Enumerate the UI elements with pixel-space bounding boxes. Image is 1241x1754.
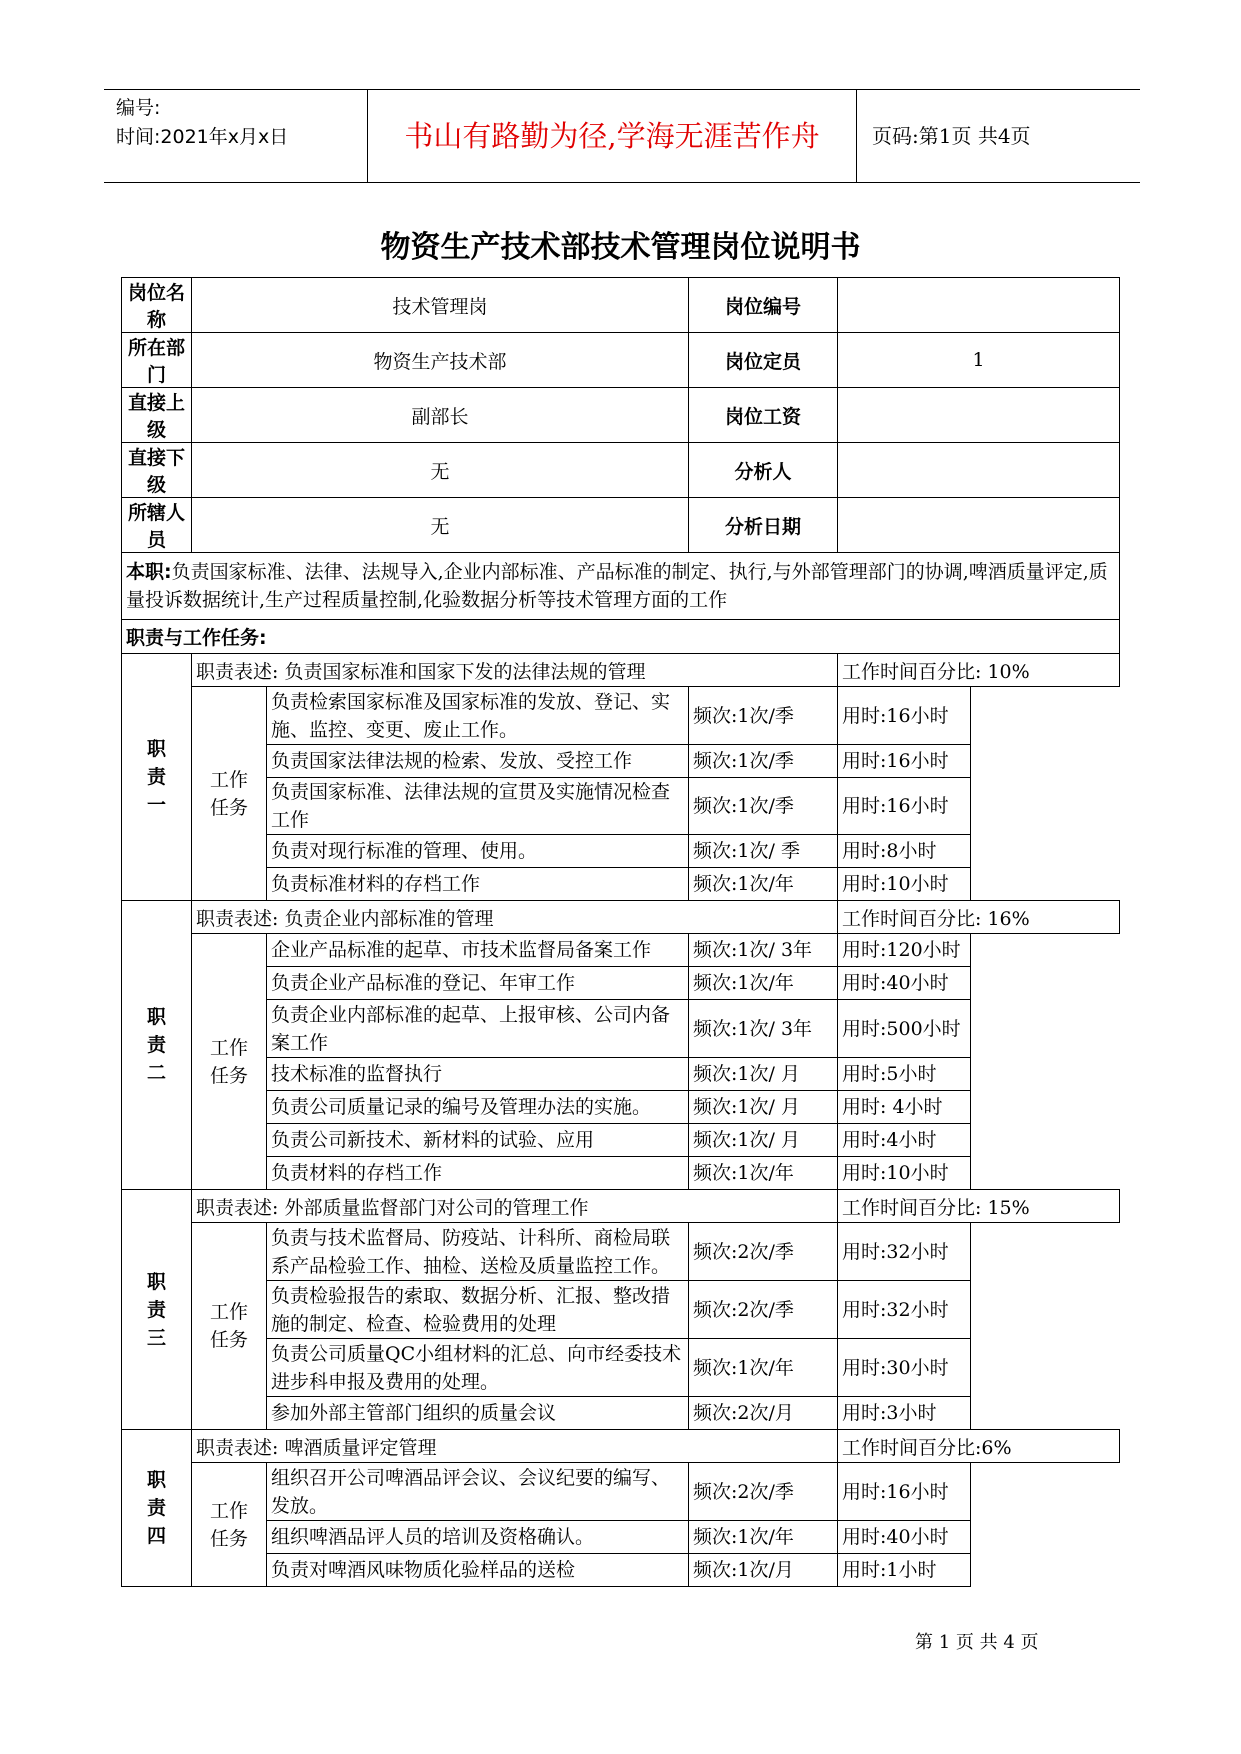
number-label: 编号: (116, 97, 161, 119)
info-value: 1 (838, 333, 1120, 388)
task-time: 用时:16小时 (838, 745, 971, 778)
info-value: 无 (192, 498, 689, 553)
responsibility-desc-row (122, 901, 1120, 934)
task-row (122, 1157, 1120, 1190)
task-time: 用时:16小时 (838, 778, 971, 835)
task-time: 用时:10小时 (838, 868, 971, 901)
task-time: 用时:16小时 (838, 687, 971, 745)
task-frequency: 频次:1次/年 (689, 1157, 838, 1190)
task-time: 用时:3小时 (838, 1397, 971, 1430)
duty-row (122, 553, 1120, 620)
task-frequency: 频次:1次/年 (689, 967, 838, 1000)
task-time: 用时:8小时 (838, 835, 971, 868)
task-label-text: 工作任务 (209, 768, 248, 819)
task-row (122, 1124, 1120, 1157)
task-row (122, 1091, 1120, 1124)
responsibility-name-text: 职责一 (146, 738, 166, 816)
task-text: 负责对啤酒风味物质化验样品的送检 (267, 1554, 689, 1587)
task-time: 用时:40小时 (838, 1521, 971, 1554)
header-motto: 书山有路勤为径,学海无涯苦作舟 (404, 119, 820, 153)
tasks-header-row (122, 620, 1120, 654)
info-value: 技术管理岗 (192, 278, 689, 333)
task-time: 用时:500小时 (838, 1000, 971, 1058)
task-time: 用时:4小时 (838, 1124, 971, 1157)
info-value (838, 278, 1120, 333)
task-frequency: 频次:1次/季 (689, 745, 838, 778)
responsibility-percent: 工作时间百分比: 10% (838, 654, 1120, 687)
task-frequency: 频次:1次/月 (689, 1554, 838, 1587)
info-label: 直接上级 (122, 388, 192, 443)
responsibility-percent: 工作时间百分比:6% (838, 1430, 1120, 1463)
task-text: 企业产品标准的起草、市技术监督局备案工作 (267, 934, 689, 967)
responsibility-name (122, 1430, 192, 1587)
task-frequency: 频次:1次/ 月 (689, 1058, 838, 1091)
duty-label: 本职: (126, 561, 172, 583)
task-frequency: 频次:2次/季 (689, 1281, 838, 1339)
responsibility-desc: 职责表述: 啤酒质量评定管理 (192, 1430, 838, 1463)
task-frequency: 频次:1次/年 (689, 1521, 838, 1554)
task-time: 用时:30小时 (838, 1339, 971, 1397)
page-header (104, 89, 1140, 183)
task-label-text: 工作任务 (209, 1301, 248, 1351)
task-row (122, 1000, 1120, 1058)
duty-text: 负责国家标准、法律、法规导入,企业内部标准、产品标准的制定、执行,与外部管理部门的协调,啤酒质量评定,质量投诉数据统计,生产过程质量控制,化验数据分析等技术管理方面的工作 (126, 561, 1108, 611)
task-row (122, 868, 1120, 901)
info-label: 岗位定员 (689, 333, 838, 388)
task-text: 负责检索国家标准及国家标准的发放、登记、实施、监控、变更、废止工作。 (267, 687, 689, 745)
task-text: 负责材料的存档工作 (267, 1157, 689, 1190)
info-label: 岗位名称 (122, 278, 192, 333)
info-label: 直接下级 (122, 443, 192, 498)
task-label (192, 1463, 267, 1587)
responsibility-name (122, 1190, 192, 1430)
responsibility-name-text: 职责二 (146, 1006, 166, 1084)
task-frequency: 频次:1次/ 季 (689, 835, 838, 868)
responsibility-name (122, 654, 192, 901)
task-label-text: 工作任务 (209, 1499, 248, 1550)
task-text: 负责国家标准、法律法规的宣贯及实施情况检查工作 (267, 778, 689, 835)
task-label (192, 687, 267, 901)
task-row (122, 1223, 1120, 1281)
task-frequency: 频次:1次/ 3年 (689, 934, 838, 967)
header-page-label: 页码:第1页 共4页 (872, 124, 1031, 148)
task-frequency: 频次:1次/ 月 (689, 1091, 838, 1124)
task-frequency: 频次:2次/季 (689, 1463, 838, 1521)
responsibility-percent: 工作时间百分比: 16% (838, 901, 1120, 934)
task-frequency: 频次:2次/月 (689, 1397, 838, 1430)
info-value: 无 (192, 443, 689, 498)
task-time: 用时:120小时 (838, 934, 971, 967)
task-text: 负责企业内部标准的起草、上报审核、公司内备案工作 (267, 1000, 689, 1058)
task-text: 负责企业产品标准的登记、年审工作 (267, 967, 689, 1000)
task-time: 用时:32小时 (838, 1281, 971, 1339)
responsibility-desc: 职责表述: 负责国家标准和国家下发的法律法规的管理 (192, 654, 838, 687)
task-text: 负责公司新技术、新材料的试验、应用 (267, 1124, 689, 1157)
responsibility-desc-row (122, 1430, 1120, 1463)
info-value (838, 443, 1120, 498)
task-text: 负责公司质量QC小组材料的汇总、向市经委技术进步科申报及费用的处理。 (267, 1339, 689, 1397)
header-divider (856, 90, 857, 182)
task-label-text: 工作任务 (209, 1036, 248, 1087)
duty-cell (122, 553, 1120, 620)
task-time: 用时:10小时 (838, 1157, 971, 1190)
task-row (122, 1554, 1120, 1587)
task-text: 负责标准材料的存档工作 (267, 868, 689, 901)
task-frequency: 频次:2次/季 (689, 1223, 838, 1281)
task-text: 负责与技术监督局、防疫站、计科所、商检局联系产品检验工作、抽检、送检及质量监控工作。 (267, 1223, 689, 1281)
task-row (122, 934, 1120, 967)
info-value: 物资生产技术部 (192, 333, 689, 388)
task-text: 组织召开公司啤酒品评会议、会议纪要的编写、发放。 (267, 1463, 689, 1521)
task-row (122, 687, 1120, 745)
task-time: 用时:16小时 (838, 1463, 971, 1521)
responsibility-desc: 职责表述: 负责企业内部标准的管理 (192, 901, 838, 934)
info-label: 分析日期 (689, 498, 838, 553)
time-label: 时间:2021年x月x日 (116, 126, 289, 148)
task-frequency: 频次:1次/季 (689, 687, 838, 745)
info-value (838, 498, 1120, 553)
info-row (122, 278, 1120, 333)
page-footer: 第 1 页 共 4 页 (915, 1632, 1039, 1653)
task-row (122, 778, 1120, 835)
document-title: 物资生产技术部技术管理岗位说明书 (380, 230, 861, 265)
task-text: 组织啤酒品评人员的培训及资格确认。 (267, 1521, 689, 1554)
task-time: 用时:40小时 (838, 967, 971, 1000)
responsibility-desc: 职责表述: 外部质量监督部门对公司的管理工作 (192, 1190, 838, 1223)
info-row (122, 443, 1120, 498)
header-meta (116, 94, 366, 152)
task-frequency: 频次:1次/ 月 (689, 1124, 838, 1157)
info-label: 分析人 (689, 443, 838, 498)
info-value (838, 388, 1120, 443)
info-value: 副部长 (192, 388, 689, 443)
task-row (122, 745, 1120, 778)
task-label (192, 934, 267, 1190)
task-text: 负责检验报告的索取、数据分析、汇报、整改措施的制定、检查、检验费用的处理 (267, 1281, 689, 1339)
task-row (122, 1339, 1120, 1397)
task-time: 用时:5小时 (838, 1058, 971, 1091)
info-label: 岗位编号 (689, 278, 838, 333)
task-text: 负责国家法律法规的检索、发放、受控工作 (267, 745, 689, 778)
info-row (122, 388, 1120, 443)
task-time: 用时:1小时 (838, 1554, 971, 1587)
task-frequency: 频次:1次/季 (689, 778, 838, 835)
task-text: 参加外部主管部门组织的质量会议 (267, 1397, 689, 1430)
info-label: 所辖人员 (122, 498, 192, 553)
responsibility-percent: 工作时间百分比: 15% (838, 1190, 1120, 1223)
task-row (122, 1058, 1120, 1091)
task-frequency: 频次:1次/年 (689, 1339, 838, 1397)
task-frequency: 频次:1次/年 (689, 868, 838, 901)
task-text: 负责对现行标准的管理、使用。 (267, 835, 689, 868)
responsibility-name-text: 职责四 (146, 1469, 166, 1547)
responsibility-desc-row (122, 1190, 1120, 1223)
info-row (122, 498, 1120, 553)
task-time: 用时:32小时 (838, 1223, 971, 1281)
info-row (122, 333, 1120, 388)
task-row (122, 1281, 1120, 1339)
responsibility-name-text: 职责三 (146, 1270, 166, 1349)
task-frequency: 频次:1次/ 3年 (689, 1000, 838, 1058)
tasks-header: 职责与工作任务: (122, 620, 1120, 654)
job-description-table (121, 277, 1120, 1587)
task-row (122, 1521, 1120, 1554)
task-row (122, 967, 1120, 1000)
responsibility-desc-row (122, 654, 1120, 687)
responsibility-name (122, 901, 192, 1190)
task-text: 负责公司质量记录的编号及管理办法的实施。 (267, 1091, 689, 1124)
task-time: 用时: 4小时 (838, 1091, 971, 1124)
task-row (122, 1463, 1120, 1521)
task-row (122, 835, 1120, 868)
info-label: 所在部门 (122, 333, 192, 388)
task-label (192, 1223, 267, 1430)
task-text: 技术标准的监督执行 (267, 1058, 689, 1091)
info-label: 岗位工资 (689, 388, 838, 443)
task-row (122, 1397, 1120, 1430)
